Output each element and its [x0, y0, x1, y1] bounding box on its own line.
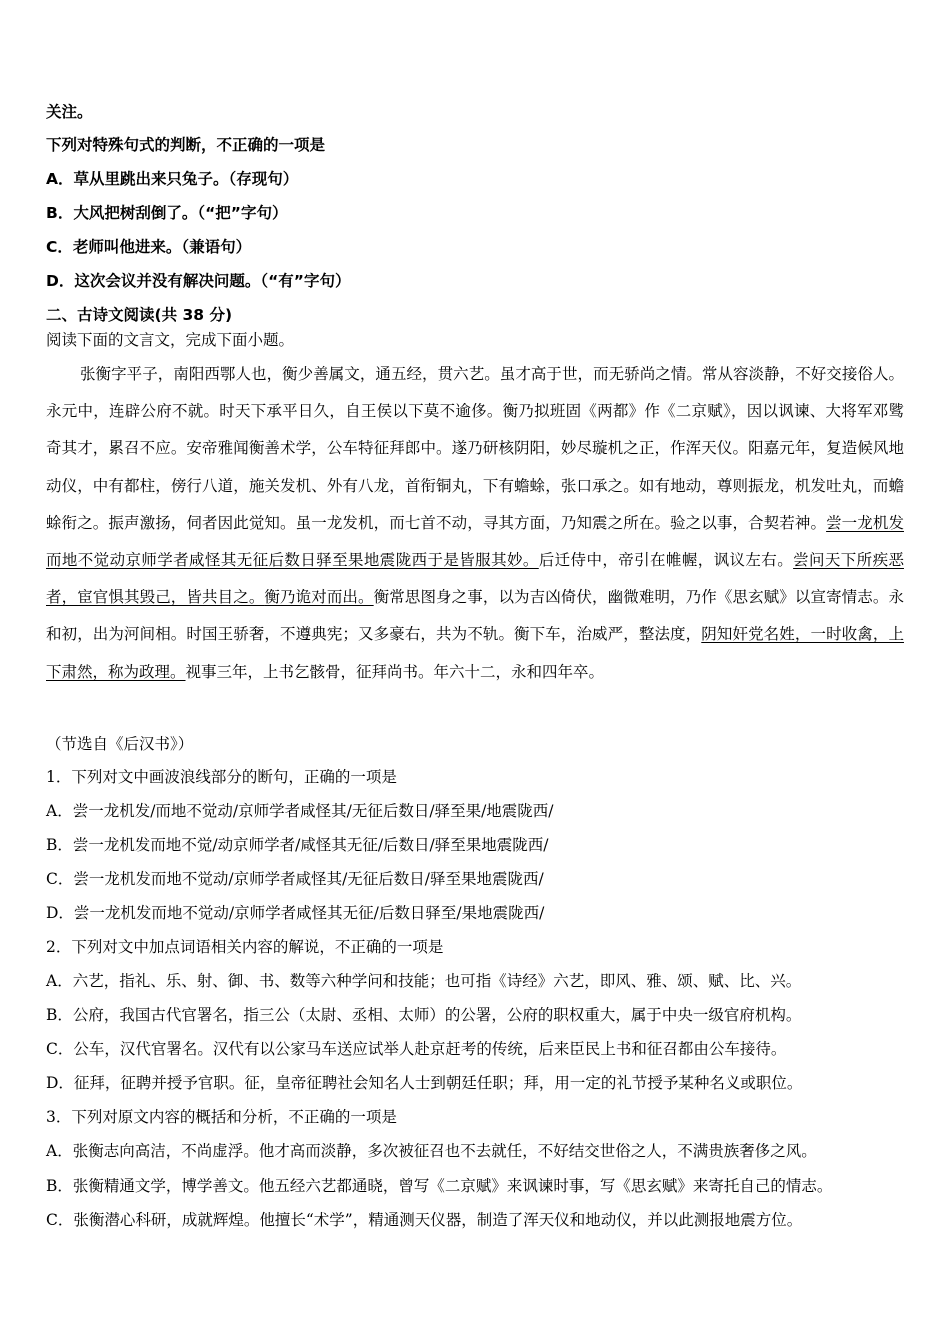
underlined-sentence-3: 阴知奸党名姓，一时收禽，上下肃然，称为政理。 — [46, 625, 904, 681]
passage-text-3: 衡常思图身之事，以为吉凶倚伏，幽微难明，乃作《思玄赋》以宣寄情志。永和初，出为河间相。时国王骄奢，不遵典宪；又多豪右，共为不轨。衡下车，治威严，整法度， — [46, 588, 904, 644]
question-3-option-a: A．张衡志向高洁，不尚虚浮。他才高而淡静，多次被征召也不去就任，不好结交世俗之人，不满贵族奢侈之风。 — [46, 1142, 817, 1160]
option-a: A．草从里跳出来只兔子。（存现句） — [46, 170, 299, 188]
question-3-option-c: C．张衡潜心科研，成就辉煌。他擅长“术学”，精通测天仪器，制造了浑天仪和地动仪，并以此测报地震方位。 — [46, 1211, 803, 1229]
question-3-stem: 3．下列对原文内容的概括和分析，不正确的一项是 — [46, 1108, 397, 1126]
continuation-line: 关注。 — [46, 103, 93, 121]
question-1-stem: 1．下列对文中画波浪线部分的断句，正确的一项是 — [46, 768, 397, 786]
question-2-option-c: C．公车，汉代官署名。汉代有以公家马车送应试举人赴京赶考的传统，后来臣民上书和征召都由公车接待。 — [46, 1040, 787, 1058]
option-d: D．这次会议并没有解决问题。（“有”字句） — [46, 272, 351, 290]
question-2-stem: 2．下列对文中加点词语相关内容的解说，不正确的一项是 — [46, 938, 444, 956]
question-1-option-a: A．尝一龙机发/而地不觉动/京师学者咸怪其/无征后数日/驿至果/地震陇西/ — [46, 802, 554, 820]
section-instruction: 阅读下面的文言文，完成下面小题。 — [46, 331, 295, 349]
passage-text-2: 后迁侍中，帝引在帷幄，讽议左右。 — [538, 551, 794, 570]
underlined-sentence-2: 衡乃诡对而出。 — [264, 588, 374, 607]
passage-text-4: 视事三年，上书乞骸骨，征拜尚书。年六十二，永和四年卒。 — [185, 662, 605, 681]
classical-passage — [46, 356, 904, 691]
question-1-option-c: C．尝一龙机发而地不觉动/京师学者咸怪其/无征后数日/驿至果地震陇西/ — [46, 870, 544, 888]
question-1-option-b: B．尝一龙机发而地不觉/动京师学者/咸怪其无征/后数日/驿至果地震陇西/ — [46, 836, 549, 854]
section-title: 二、古诗文阅读(共 38 分) — [46, 306, 233, 324]
question-2-option-b: B．公府，我国古代官署名，指三公（太尉、丞相、太师）的公署，公府的职权重大，属于中央一级官府机构。 — [46, 1006, 802, 1024]
passage-source: （节选自《后汉书》） — [46, 735, 194, 753]
question-stem: 下列对特殊句式的判断，不正确的一项是 — [46, 136, 326, 154]
question-2-option-a: A．六艺，指礼、乐、射、御、书、数等六种学问和技能；也可指《诗经》六艺，即风、雅、颂、赋、比、兴。 — [46, 972, 802, 990]
option-b: B．大风把树刮倒了。（“把”字句） — [46, 204, 288, 222]
option-c: C．老师叫他进来。（兼语句） — [46, 238, 252, 256]
passage-text-1: 张衡字平子，南阳西鄂人也，衡少善属文，通五经，贯六艺。虽才高于世，而无骄尚之情。常从容淡静，不好交接俗人。永元中，连辟公府不就。时天下承平日久，自王侯以下莫不逾侈。衡乃拟班固《两都》作《二京赋》，因以讽谏、大将军邓骘奇其才，累召不应。安帝雅闻衡善术学，公车特征拜郎中。遂乃研核阴阳，妙尽璇机之正，作浑天仪。阳嘉元年，复造候风地动仪，中有都柱，傍行八道，施关发机、外有八龙，首衔铜丸，下有蟾蜍，张口承之。如有地动，尊则振龙，机发吐丸，而蟾蜍衔之。振声激扬，伺者因此觉知。虽一龙发机，而七首不动，寻其方面，乃知震之所在。验之以事，合契若神。 — [46, 365, 904, 532]
question-1-option-d: D．尝一龙机发而地不觉动/京师学者咸怪其无征/后数日驿至/果地震陇西/ — [46, 904, 545, 922]
question-3-option-b: B．张衡精通文学，博学善文。他五经六艺都通晓，曾写《二京赋》来讽谏时事，写《思玄赋》来寄托自己的情志。 — [46, 1177, 833, 1195]
underlined-sentence-1: 尝问天下所疾恶者，宦官惧其毁己，皆共目之。 — [46, 551, 904, 607]
wavy-underlined-sentence: 尝一龙机发而地不觉动京师学者咸怪其无征后数日驿至果地震陇西于是皆服其妙。 — [46, 513, 904, 570]
question-2-option-d: D．征拜，征聘并授予官职。征，皇帝征聘社会知名人士到朝廷任职；拜，用一定的礼节授予某种名义或职位。 — [46, 1074, 803, 1092]
